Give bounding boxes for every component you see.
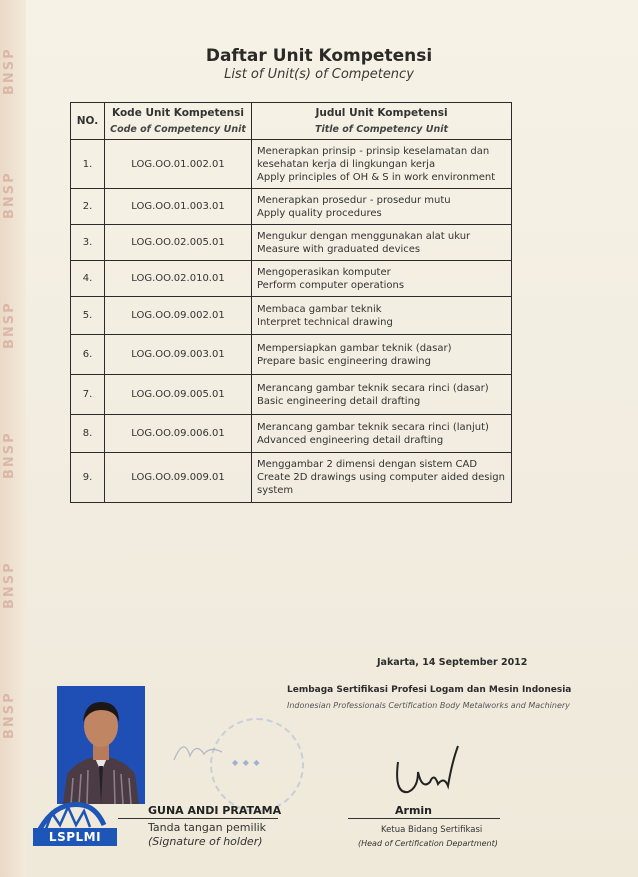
unit-code: LOG.OO.09.009.01 xyxy=(105,453,252,503)
header-code-label-en: Code of Competency Unit xyxy=(110,124,246,135)
unit-title xyxy=(252,415,512,453)
unit-title-line: Apply principles of OH & S in work environment xyxy=(257,171,496,183)
unit-title-line: Mempersiapkan gambar teknik (dasar) xyxy=(257,342,452,354)
unit-title-line: Basic engineering detail drafting xyxy=(257,395,421,407)
issuer-name-en: Indonesian Professionals Certification Body Metalworks and Machinery xyxy=(287,701,570,710)
watermark-text: BNSP xyxy=(2,561,17,609)
stamp-mark: ◆ ◆ ◆ xyxy=(232,758,261,767)
row-number: 8. xyxy=(71,415,105,453)
unit-code: LOG.OO.09.002.01 xyxy=(105,297,252,335)
table-row xyxy=(71,189,512,225)
unit-title xyxy=(252,297,512,335)
header-code-label: Kode Unit Kompetensi xyxy=(112,107,244,119)
official-signature xyxy=(388,742,468,802)
unit-code: LOG.OO.09.006.01 xyxy=(105,415,252,453)
watermark-text: BNSP xyxy=(2,691,17,739)
row-number: 9. xyxy=(71,453,105,503)
holder-photo xyxy=(57,686,145,804)
unit-title-line: kesehatan kerja di lingkungan kerja xyxy=(257,158,436,170)
holder-caption-en: (Signature of holder) xyxy=(148,835,263,848)
table-row xyxy=(71,335,512,375)
holder-caption: Tanda tangan pemilik xyxy=(148,821,267,834)
unit-title-line: Merancang gambar teknik secara rinci (lanjut) xyxy=(257,421,489,433)
row-number: 5. xyxy=(71,297,105,335)
header-title-label-en: Title of Competency Unit xyxy=(314,124,449,135)
unit-title xyxy=(252,261,512,297)
page-title: Daftar Unit Kompetensi xyxy=(205,46,433,66)
row-number: 3. xyxy=(71,225,105,261)
unit-title xyxy=(252,225,512,261)
place-date: Jakarta, 14 September 2012 xyxy=(377,657,528,668)
unit-title-line: Interpret technical drawing xyxy=(257,316,393,328)
holder-signature xyxy=(170,730,230,770)
lsp-lmi-logo-icon xyxy=(26,795,122,857)
unit-code: LOG.OO.09.003.01 xyxy=(105,335,252,375)
watermark-band xyxy=(0,0,26,877)
unit-title-line: Menerapkan prosedur - prosedur mutu xyxy=(257,194,451,206)
unit-title xyxy=(252,453,512,503)
unit-title xyxy=(252,335,512,375)
holder-name: GUNA ANDI PRATAMA xyxy=(148,804,282,817)
table-row xyxy=(71,375,512,415)
row-number: 7. xyxy=(71,375,105,415)
header-code xyxy=(105,103,252,140)
watermark-text: BNSP xyxy=(2,47,17,95)
official-signature-line xyxy=(348,818,500,819)
row-number: 4. xyxy=(71,261,105,297)
official-caption-en: (Head of Certification Department) xyxy=(358,839,498,848)
table-row xyxy=(71,140,512,189)
page-subtitle: List of Unit(s) of Competency xyxy=(224,67,414,82)
unit-code: LOG.OO.02.010.01 xyxy=(105,261,252,297)
unit-code: LOG.OO.09.005.01 xyxy=(105,375,252,415)
unit-title-line: Mengukur dengan menggunakan alat ukur xyxy=(257,230,471,242)
table-row xyxy=(71,297,512,335)
unit-title-line: Mengoperasikan komputer xyxy=(257,266,391,278)
unit-title-line: Menggambar 2 dimensi dengan sistem CAD xyxy=(257,459,478,470)
header-title-label: Judul Unit Kompetensi xyxy=(315,107,448,119)
watermark-text: BNSP xyxy=(2,171,17,219)
unit-code: LOG.OO.01.003.01 xyxy=(105,189,252,225)
row-number: 2. xyxy=(71,189,105,225)
unit-code: LOG.OO.01.002.01 xyxy=(105,140,252,189)
table-row xyxy=(71,415,512,453)
holder-photo-image xyxy=(57,686,145,804)
row-number: 6. xyxy=(71,335,105,375)
logo-label: LSPLMI xyxy=(33,828,117,846)
competency-table xyxy=(70,102,512,503)
watermark-text: BNSP xyxy=(2,431,17,479)
table-row xyxy=(71,261,512,297)
unit-title-line: system xyxy=(257,485,294,496)
unit-title xyxy=(252,189,512,225)
table-row xyxy=(71,453,512,503)
holder-signature-line xyxy=(118,818,278,819)
unit-title-line: Advanced engineering detail drafting xyxy=(257,434,444,446)
unit-title-line: Perform computer operations xyxy=(257,279,405,291)
unit-title-line: Merancang gambar teknik secara rinci (dasar) xyxy=(257,382,489,394)
watermark-text: BNSP xyxy=(2,301,17,349)
table-header-row xyxy=(71,103,512,140)
issuer-name: Lembaga Sertifikasi Profesi Logam dan Mesin Indonesia xyxy=(287,685,572,695)
unit-title-line: Membaca gambar teknik xyxy=(257,303,382,315)
unit-title-line: Apply quality procedures xyxy=(257,207,382,219)
official-caption: Ketua Bidang Sertifikasi xyxy=(381,825,483,835)
header-title xyxy=(252,103,512,140)
unit-title-line: Create 2D drawings using computer aided design xyxy=(257,472,505,483)
official-name: Armin xyxy=(395,804,433,817)
header-no: NO. xyxy=(71,103,105,140)
unit-title-line: Measure with graduated devices xyxy=(257,243,421,255)
unit-title xyxy=(252,140,512,189)
table-row xyxy=(71,225,512,261)
unit-code: LOG.OO.02.005.01 xyxy=(105,225,252,261)
unit-title-line: Menerapkan prinsip - prinsip keselamatan dan xyxy=(257,145,490,157)
unit-title xyxy=(252,375,512,415)
unit-title-line: Prepare basic engineering drawing xyxy=(257,355,431,367)
row-number: 1. xyxy=(71,140,105,189)
